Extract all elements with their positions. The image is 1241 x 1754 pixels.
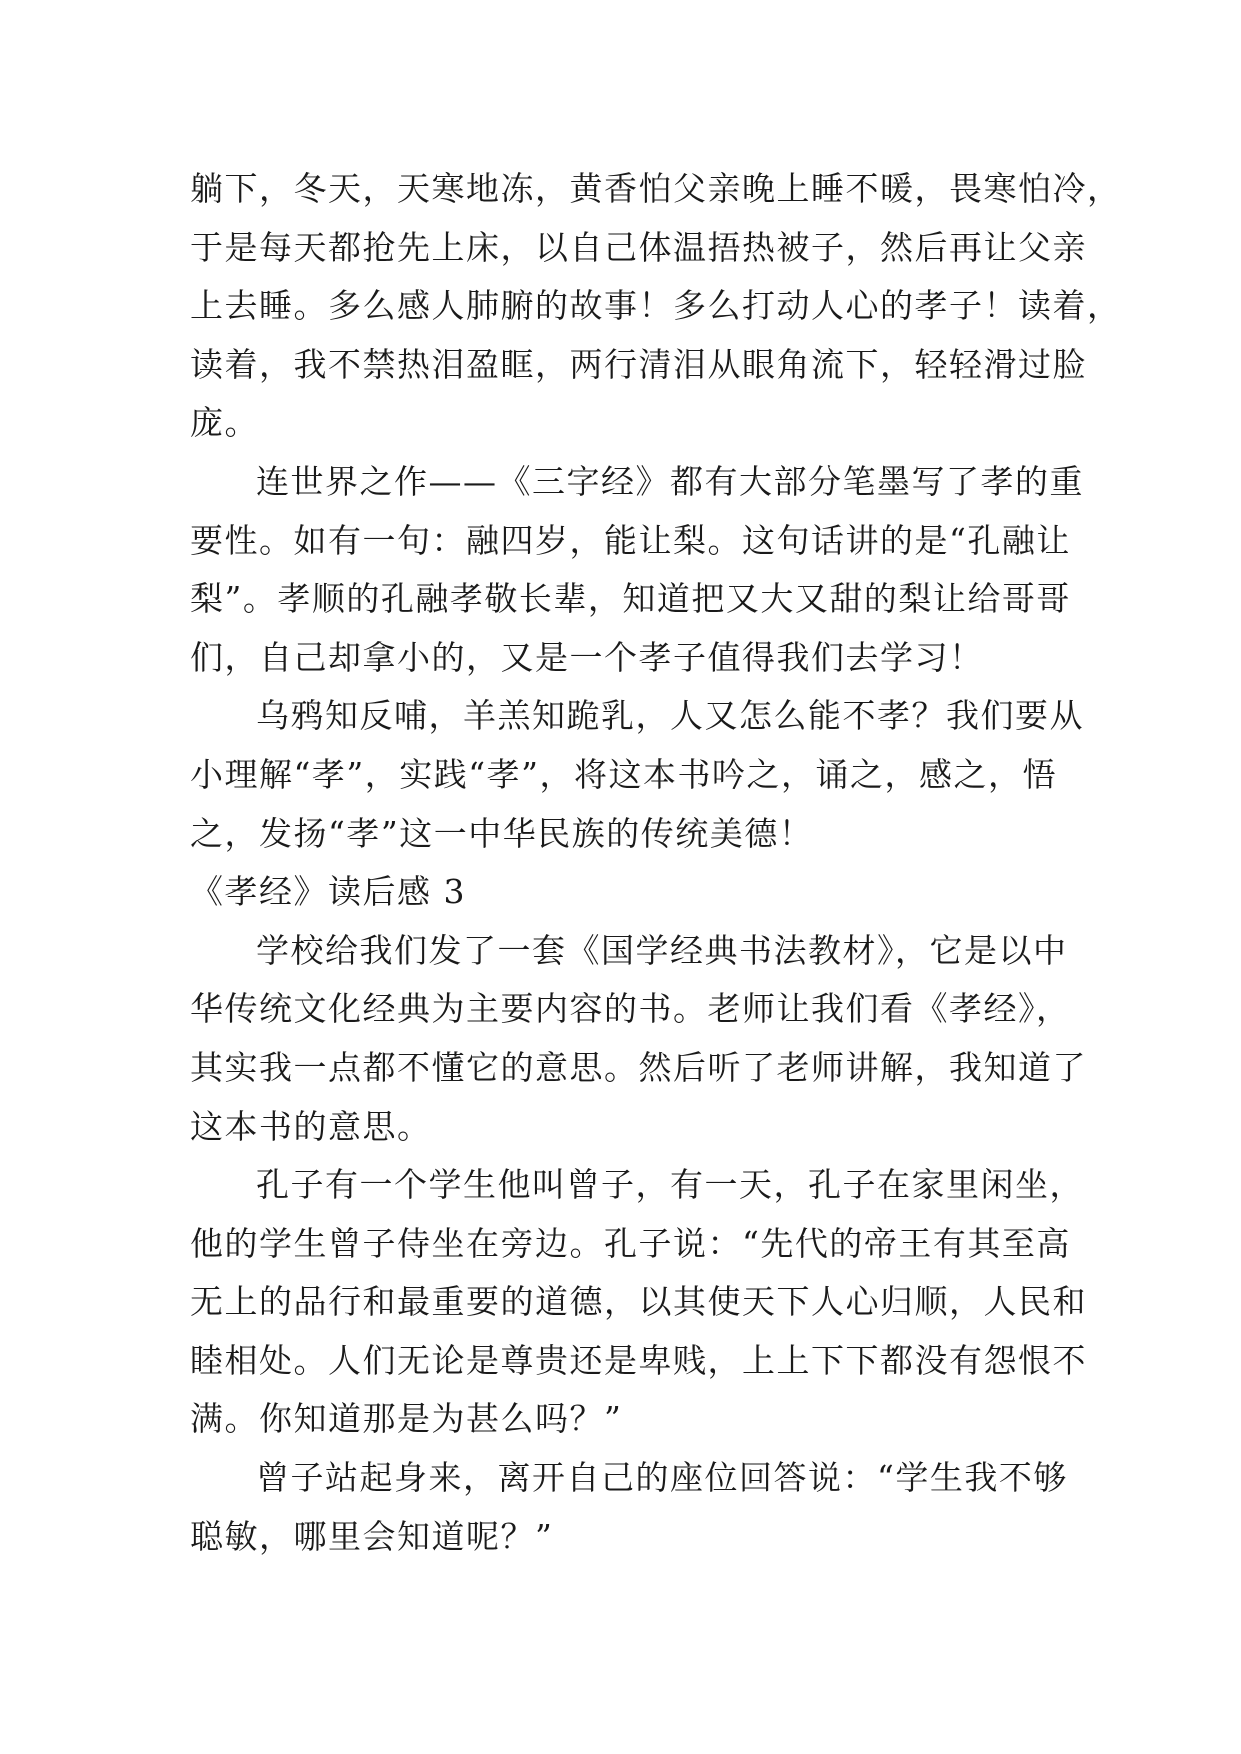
text-line: 这本书的意思。	[190, 1106, 432, 1146]
text-line: 要性。如有一句：融四岁，能让梨。这句话讲的是“孔融让	[190, 520, 1071, 560]
section-heading: 《孝经》读后感 3	[190, 872, 466, 912]
paragraph-start-line: 乌鸦知反哺，羊羔知跪乳，人又怎么能不孝？我们要从	[256, 696, 1084, 736]
paragraph-start-line: 孔子有一个学生他叫曾子，有一天，孔子在家里闲坐，	[256, 1165, 1084, 1205]
text-line: 小理解“孝”，实践“孝”，将这本书吟之，诵之，感之，悟	[190, 754, 1057, 794]
text-line: 读着，我不禁热泪盈眶，两行清泪从眼角流下，轻轻滑过脸	[190, 344, 1087, 384]
paragraph-start-line: 学校给我们发了一套《国学经典书法教材》，它是以中	[256, 930, 1068, 970]
text-line: 梨”。孝顺的孔融孝敬长辈，知道把又大又甜的梨让给哥哥	[190, 579, 1071, 619]
text-line: 上去睡。多么感人肺腑的故事！多么打动人心的孝子！读着，	[190, 286, 1122, 326]
document-body	[190, 160, 1122, 1566]
text-line: 聪敏，哪里会知道呢？”	[190, 1516, 554, 1556]
text-line: 于是每天都抢先上床，以自己体温捂热被子，然后再让父亲	[190, 227, 1087, 267]
text-line: 其实我一点都不懂它的意思。然后听了老师讲解，我知道了	[190, 1047, 1087, 1087]
text-line: 庞。	[190, 403, 259, 443]
text-line: 躺下，冬天，天寒地冻，黄香怕父亲晚上睡不暖，畏寒怕冷，	[190, 169, 1122, 208]
text-line: 他的学生曾子侍坐在旁边。孔子说：“先代的帝王有其至高	[190, 1223, 1071, 1263]
text-line: 睦相处。人们无论是尊贵还是卑贱，上上下下都没有怨恨不	[190, 1340, 1087, 1380]
text-line: 们，自己却拿小的，又是一个孝子值得我们去学习！	[190, 637, 984, 677]
paragraph-start-line: 曾子站起身来，离开自己的座位回答说：“学生我不够	[256, 1458, 1068, 1498]
text-line: 满。你知道那是为甚么吗？”	[190, 1399, 623, 1439]
text-line: 华传统文化经典为主要内容的书。老师让我们看《孝经》，	[190, 989, 1071, 1029]
paragraph-start-line: 连世界之作——《三字经》都有大部分笔墨写了孝的重	[256, 461, 1084, 501]
text-line: 之，发扬“孝”这一中华民族的传统美德！	[190, 813, 814, 853]
text-line: 无上的品行和最重要的道德，以其使天下人心归顺，人民和	[190, 1282, 1087, 1322]
